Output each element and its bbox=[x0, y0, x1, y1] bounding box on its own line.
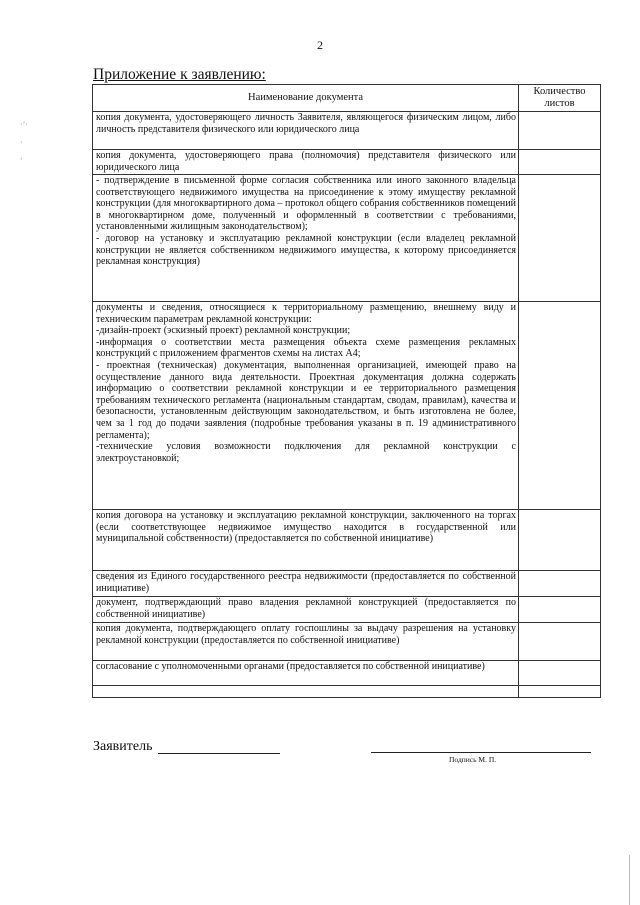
table-row bbox=[93, 302, 601, 510]
document-name-cell: документы и сведения, относящиеся к территориальному размещению, внешнему виду и техническим параметрам рекламной конструкции: -дизайн-проект (эскизный проект) рекламной конструкции; -информация о соответствии места размещения объекта схеме размещения рекламных конструкций с приложением фрагментов схемы на листах А4; - проектная (техническая) документация, выполненная организацией, имеющей право на осуществление данного вида деятельности. Проектная документация должна содержать информацию о соответствии рекламной конструкции и ее территориального размещения требованиям технического регламента (национальным стандартам, сводам, правилам), качества и безопасности, установленным действующим законодательством, и быть изготовлена не более, чем за 1 год до подачи заявления (подробные требования указаны в п. 19 административного регламента); -технические условия возможности подключения для рекламной конструкции с электроустановкой; bbox=[93, 302, 519, 510]
applicant-label: Заявитель bbox=[93, 739, 153, 754]
signature-block bbox=[93, 739, 613, 779]
sheet-count-cell bbox=[519, 597, 601, 623]
empty-table-row bbox=[93, 686, 601, 698]
signature-caption: Подпись М. П. bbox=[449, 755, 497, 764]
sheet-count-cell bbox=[519, 661, 601, 686]
applicant-name-line bbox=[158, 753, 280, 754]
signature-line bbox=[371, 752, 591, 753]
sheet-count-cell bbox=[519, 112, 601, 150]
empty-count-cell bbox=[519, 686, 601, 698]
document-name-cell: - подтверждение в письменной форме согласия собственника или иного законного владельца соответствующего недвижимого имущества на присоединение к этому имуществу рекламной конструкции (для многоквартирного дома – протокол общего собрания собственников помещений в многоквартирном доме, полученный и оформленный в соответствии с требованиями, установленными жилищным законодательством); - договор на установку и эксплуатацию рекламной конструкции (если владелец рекламной конструкции не является собственником недвижимого имущества, к которому присоединяется рекламная конструкция) bbox=[93, 175, 519, 302]
document-name-cell: копия договора на установку и эксплуатацию рекламной конструкции, заключенного на торгах (если соответствующее недвижимое имущество находится в государственной или муниципальной собственности) (предоставляется по собственной инициативе) bbox=[93, 510, 519, 571]
empty-name-cell bbox=[93, 686, 519, 698]
sheet-count-cell bbox=[519, 510, 601, 571]
table-row bbox=[93, 150, 601, 175]
documents-table bbox=[92, 84, 601, 698]
document-name-cell: согласование с уполномоченными органами (предоставляется по собственной инициативе) bbox=[93, 661, 519, 686]
table-row bbox=[93, 112, 601, 150]
table-header-row bbox=[93, 85, 601, 112]
page-number: 2 bbox=[317, 38, 323, 52]
document-name-cell: копия документа, удостоверяющего права (полномочия) представителя физического или юридического лица bbox=[93, 150, 519, 175]
header-sheet-count: Количество листов bbox=[519, 85, 601, 112]
document-name-cell: копия документа, удостоверяющего личность Заявителя, являющегося физическим лицом, либо личность представителя физического или юридического лица bbox=[93, 112, 519, 150]
table-row bbox=[93, 571, 601, 597]
document-name-cell: копия документа, подтверждающего оплату госпошлины за выдачу разрешения на установку рекламной конструкции (предоставляется по собственной инициативе) bbox=[93, 623, 519, 661]
table-row bbox=[93, 597, 601, 623]
sheet-count-cell bbox=[519, 302, 601, 510]
table-row bbox=[93, 510, 601, 571]
sheet-count-cell bbox=[519, 175, 601, 302]
table-row bbox=[93, 623, 601, 661]
appendix-title: Приложение к заявлению: bbox=[93, 66, 266, 83]
table-row bbox=[93, 661, 601, 686]
margin-scan-marks: ·’· · ‘ bbox=[20, 120, 28, 165]
document-name-cell: сведения из Единого государственного реестра недвижимости (предоставляется по собственной инициативе) bbox=[93, 571, 519, 597]
sheet-count-cell bbox=[519, 150, 601, 175]
sheet-count-cell bbox=[519, 623, 601, 661]
sheet-count-cell bbox=[519, 571, 601, 597]
scan-edge-line bbox=[629, 855, 630, 905]
document-name-cell: документ, подтверждающий право владения рекламной конструкцией (предоставляется по собственной инициативе) bbox=[93, 597, 519, 623]
header-document-name: Наименование документа bbox=[93, 85, 519, 112]
table-row bbox=[93, 175, 601, 302]
